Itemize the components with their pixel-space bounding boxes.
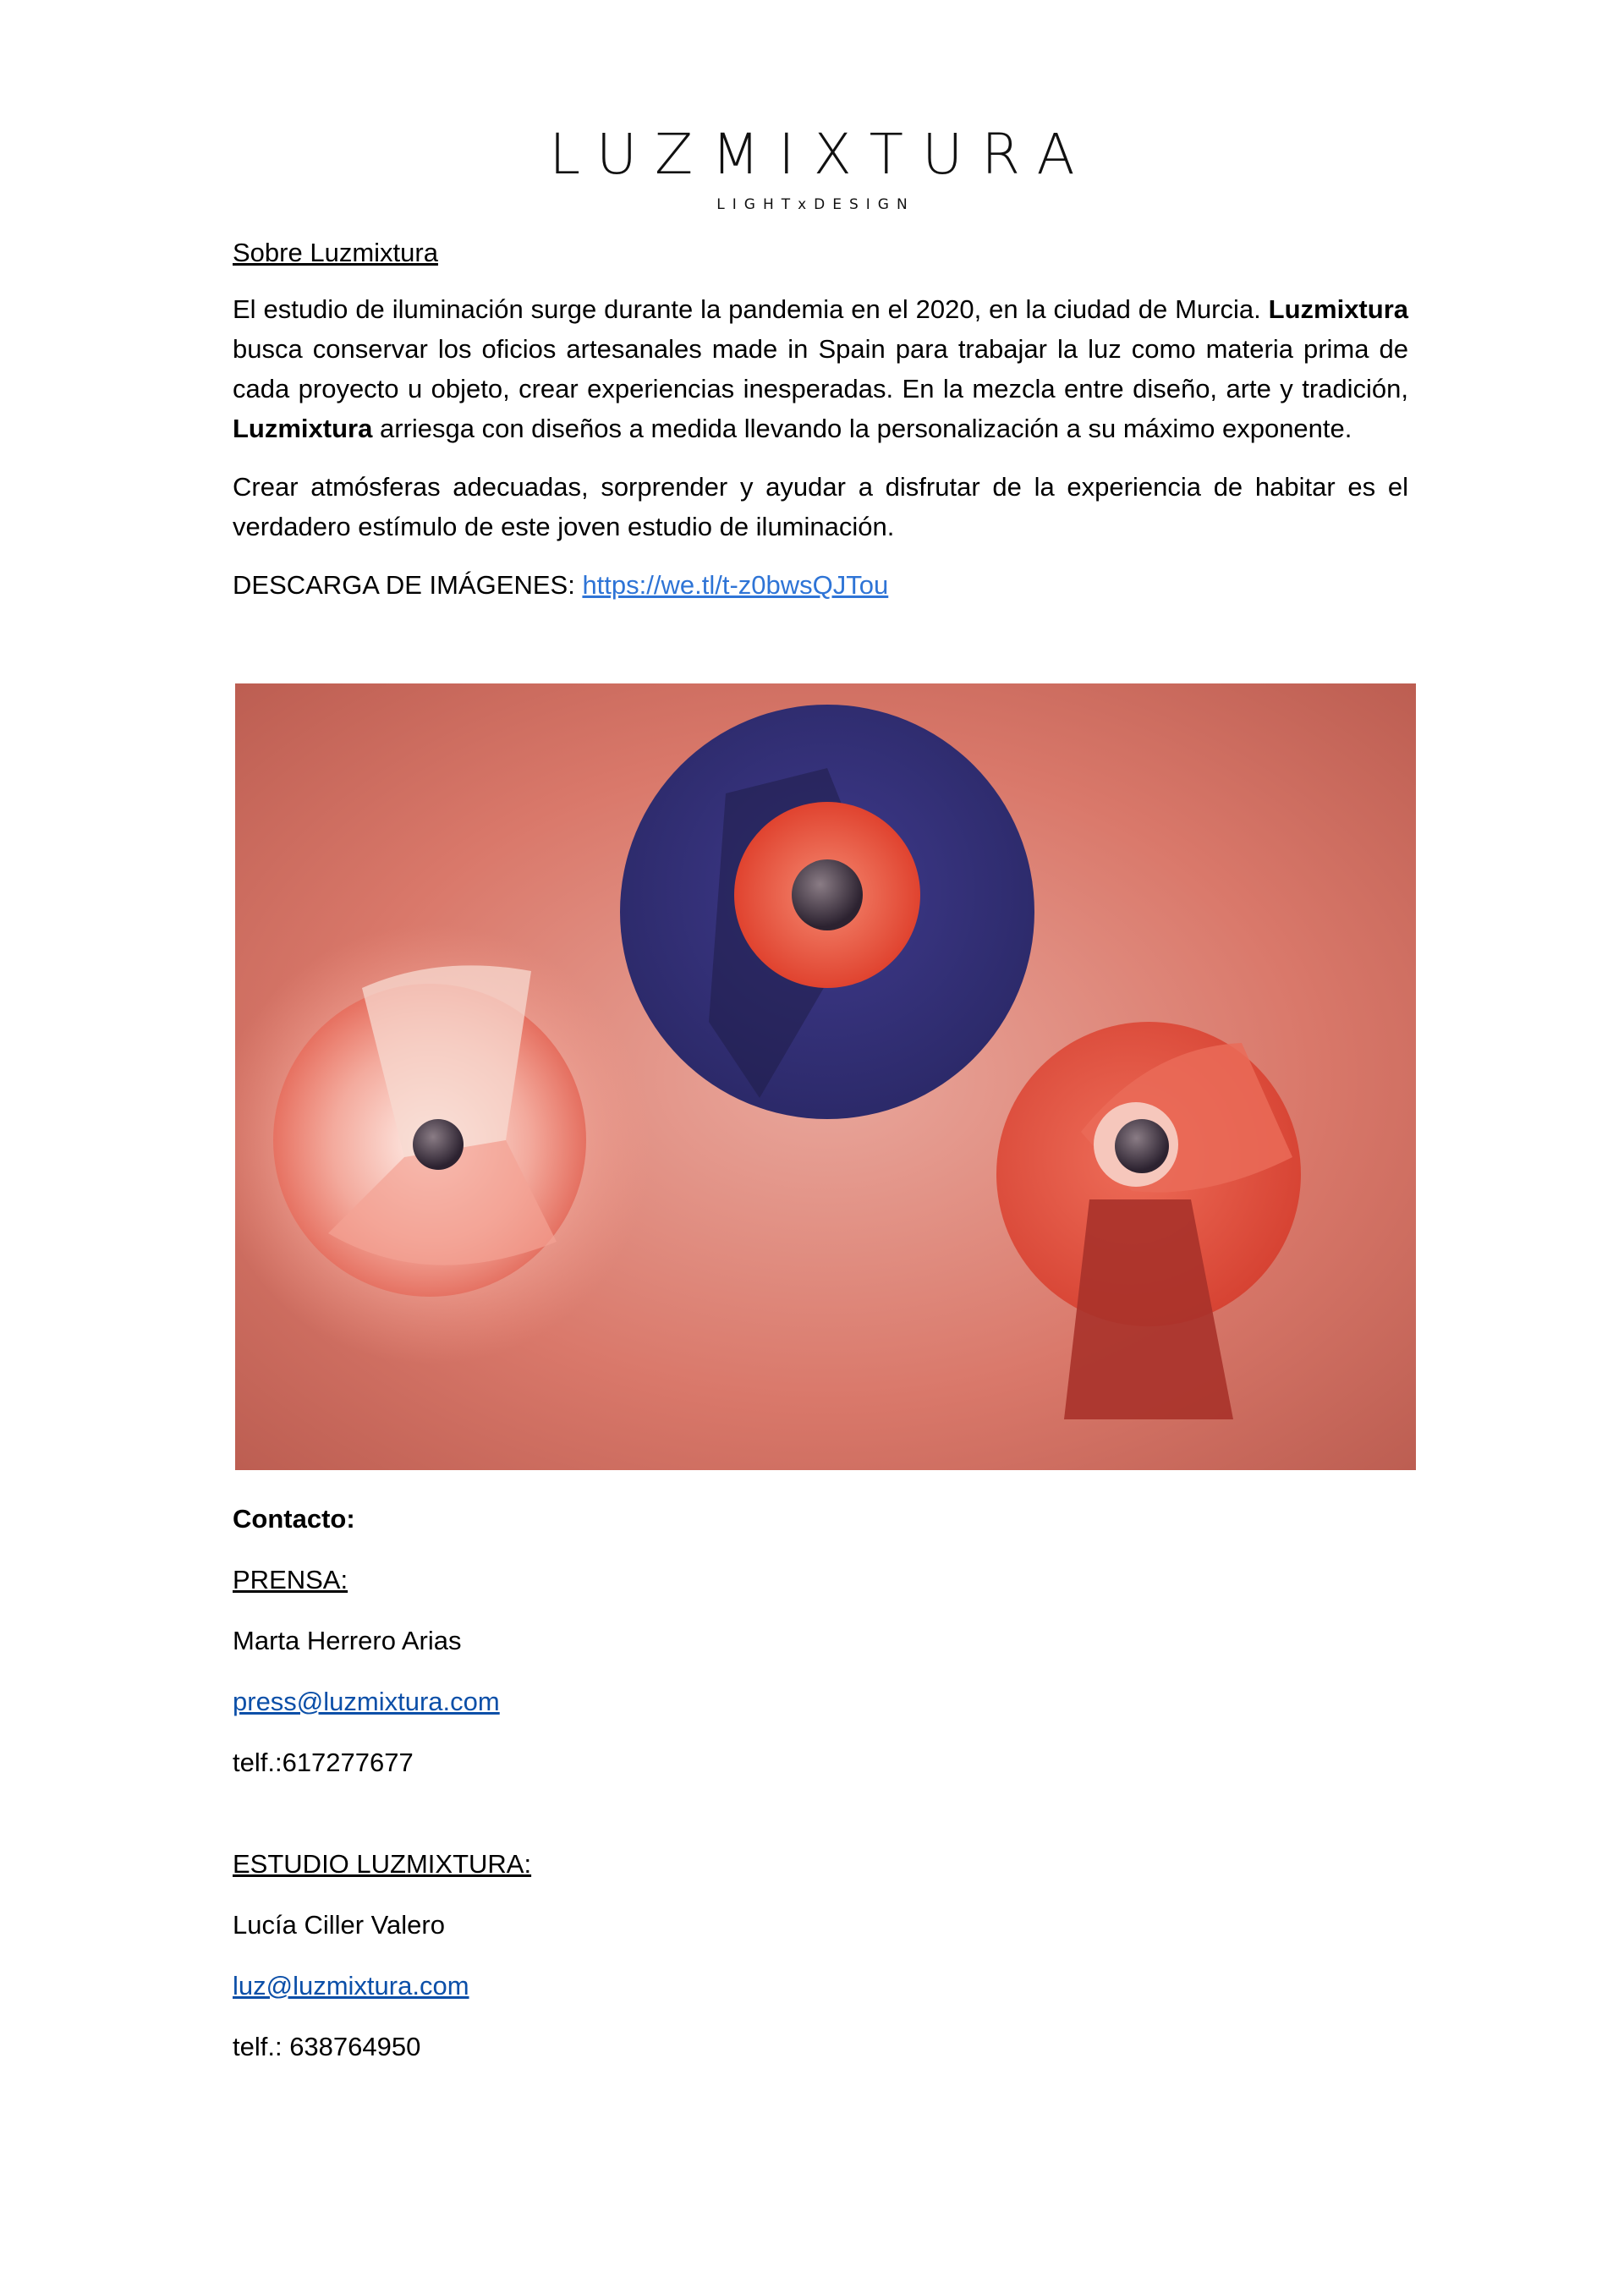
download-line xyxy=(233,565,1408,605)
lamp-photo xyxy=(235,683,1416,1470)
download-label: DESCARGA DE IMÁGENES: xyxy=(233,570,583,600)
studio-label: ESTUDIO LUZMIXTURA: xyxy=(233,1849,532,1879)
about-section xyxy=(233,233,1408,622)
about-paragraph-1 xyxy=(233,289,1408,448)
studio-email-link[interactable]: luz@luzmixtura.com xyxy=(233,1971,469,2000)
about-heading: Sobre Luzmixtura xyxy=(233,238,438,267)
contact-title: Contacto: xyxy=(233,1504,355,1534)
contact-section xyxy=(233,1499,531,2088)
p1-text-3: arriesga con diseños a medida llevando la personalización a su máximo exponente. xyxy=(372,414,1352,443)
press-label: PRENSA: xyxy=(233,1565,348,1594)
brand-bold-1: Luzmixtura xyxy=(1268,294,1408,324)
spacer xyxy=(233,1803,531,1844)
brand-bold-2: Luzmixtura xyxy=(233,414,373,443)
p1-text-1: El estudio de iluminación surge durante la pandemia en el 2020, en la ciudad de Murcia. xyxy=(233,294,1269,324)
p1-text-2: busca conservar los oficios artesanales made in Spain para trabajar la luz como materia prima de cada proyecto u objeto, crear experiencias inesperadas. En la mezcla entre diseño, arte y tradición, xyxy=(233,334,1408,403)
studio-phone: telf.: 638764950 xyxy=(233,2032,421,2061)
logo-tagline: LIGHTxDESIGN xyxy=(716,196,915,213)
press-name: Marta Herrero Arias xyxy=(233,1626,462,1655)
logo xyxy=(0,122,1624,213)
studio-name: Lucía Ciller Valero xyxy=(233,1910,445,1940)
lamp-photo-svg xyxy=(235,683,1416,1470)
about-paragraph-2: Crear atmósferas adecuadas, sorprender y ayudar a disfrutar de la experiencia de habitar es el verdadero estímulo de este joven estudio de iluminación. xyxy=(233,472,1408,541)
download-link[interactable]: https://we.tl/t-z0bwsQJTou xyxy=(582,570,889,600)
center-lamp-icon xyxy=(620,705,1034,1119)
logo-wordmark: LUZMIXTURA xyxy=(549,122,1094,187)
press-email-link[interactable]: press@luzmixtura.com xyxy=(233,1687,500,1716)
press-phone: telf.:617277677 xyxy=(233,1748,414,1777)
